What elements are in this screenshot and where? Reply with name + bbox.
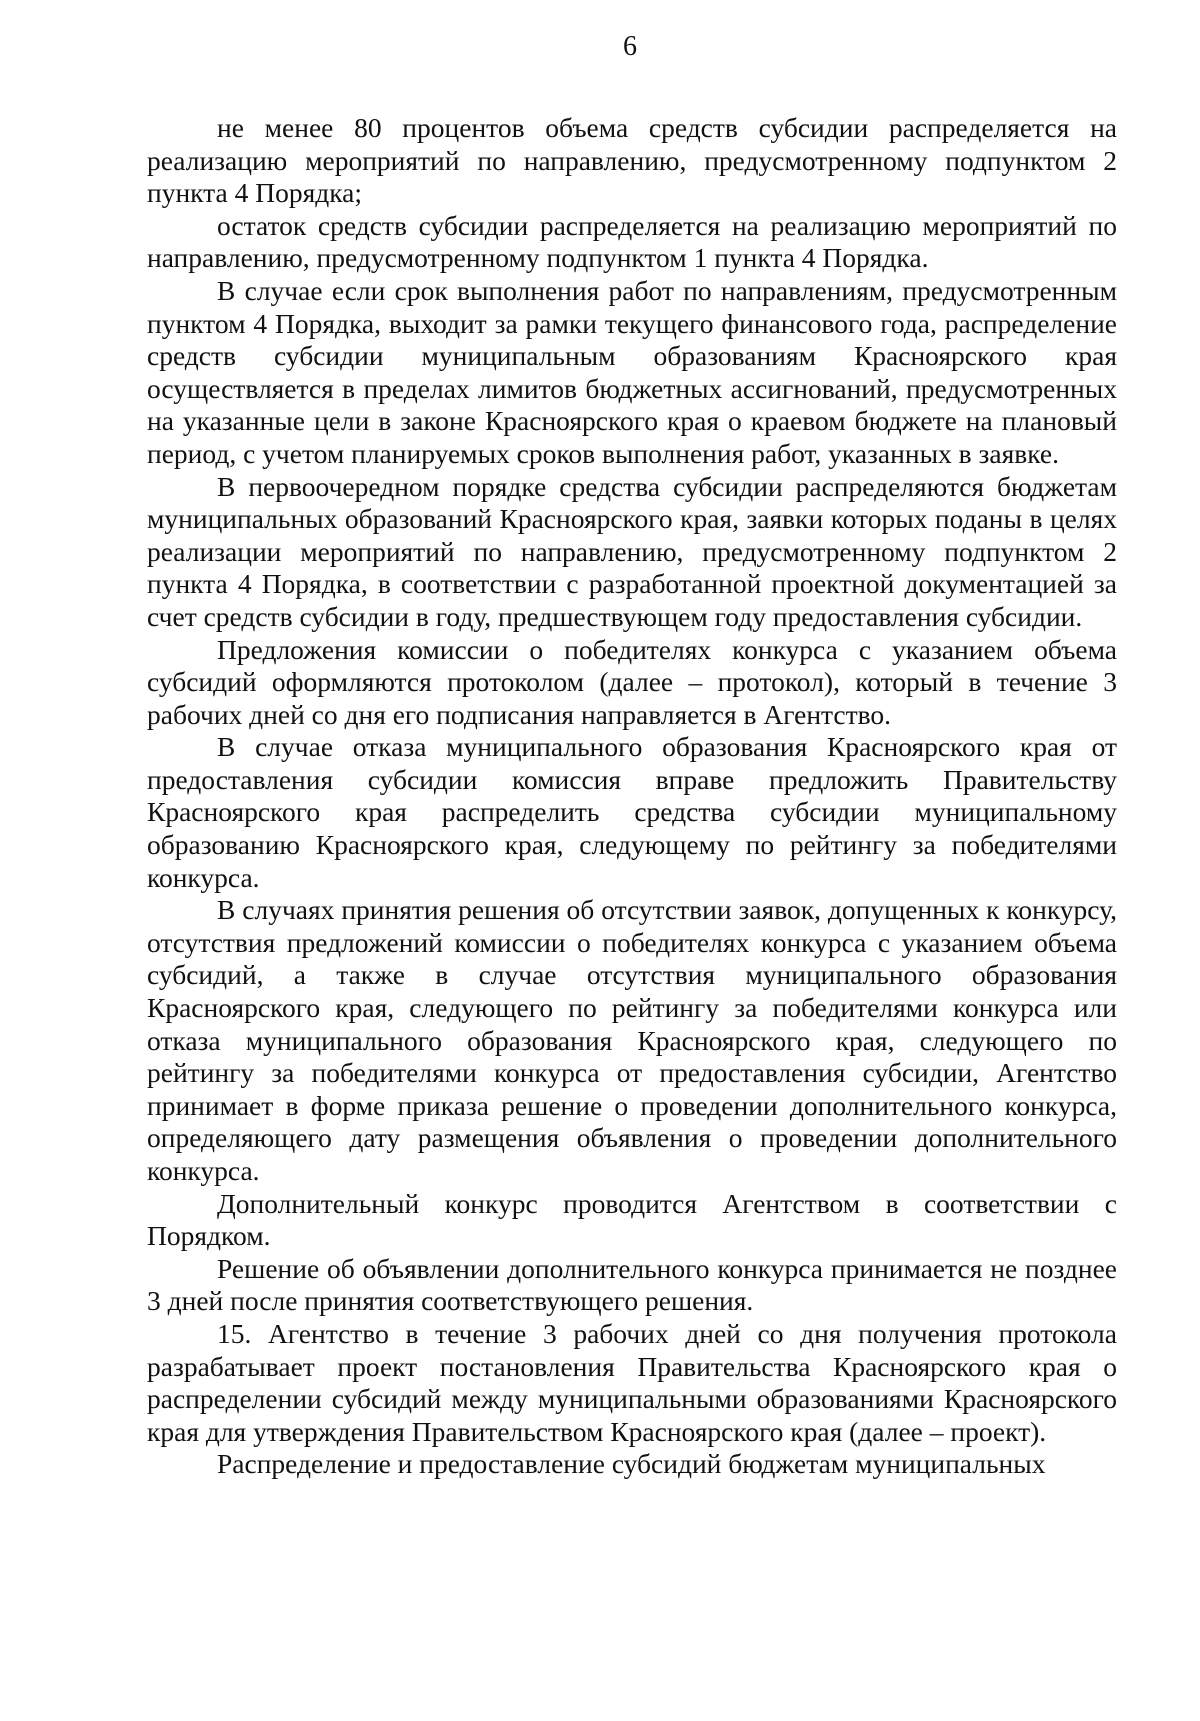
paragraph: остаток средств субсидии распределяется на реализацию мероприятий по направлению, предусмотренному подпунктом 1 пункта 4 Порядка. (147, 209, 1117, 274)
document-body (147, 112, 1117, 1481)
paragraph: В случае отказа муниципального образования Красноярского края от предоставления субсидии комиссия вправе предложить Правительству Красноярского края распределить средства субсидии муниципальному образованию Красноярского края, следующему по рейтингу за победителями конкурса. (147, 731, 1117, 893)
paragraph: 15. Агентство в течение 3 рабочих дней со дня получения протокола разрабатывает проект постановления Правительства Красноярского края о распределении субсидий между муниципальными образованиями Красноярского края для утверждения Правительством Красноярского края (далее – проект). (147, 1317, 1117, 1447)
paragraph: В случаях принятия решения об отсутствии заявок, допущенных к конкурсу, отсутствия предложений комиссии о победителях конкурса с указанием объема субсидий, а также в случае отсутствия муниципального образования Красноярского края, следующего по рейтингу за победителями конкурса или отказа муниципального образования Красноярского края, следующего по рейтингу за победителями конкурса от предоставления субсидии, Агентство принимает в форме приказа решение о проведении дополнительного конкурса, определяющего дату размещения объявления о проведении дополнительного конкурса. (147, 894, 1117, 1186)
paragraph: Дополнительный конкурс проводится Агентством в соответствии с Порядком. (147, 1187, 1117, 1252)
page-number: 6 (623, 31, 637, 62)
paragraph: В случае если срок выполнения работ по направлениям, предусмотренным пунктом 4 Порядка, выходит за рамки текущего финансового года, распределение средств субсидии муниципальным образованиям Красноярского края осуществляется в пределах лимитов бюджетных ассигнований, предусмотренных на указанные цели в законе Красноярского края о краевом бюджете на плановый период, с учетом планируемых сроков выполнения работ, указанных в заявке. (147, 274, 1117, 469)
paragraph: не менее 80 процентов объема средств субсидии распределяется на реализацию мероприятий по направлению, предусмотренному подпунктом 2 пункта 4 Порядка; (147, 112, 1117, 209)
paragraph: Распределение и предоставление субсидий бюджетам муниципальных (217, 1448, 1046, 1480)
paragraph: В первоочередном порядке средства субсидии распределяются бюджетам муниципальных образований Красноярского края, заявки которых поданы в целях реализации мероприятий по направлению, предусмотренному подпунктом 2 пункта 4 Порядка, в соответствии с разработанной проектной документацией за счет средств субсидии в году, предшествующем году предоставления субсидии. (147, 470, 1117, 632)
paragraph: Решение об объявлении дополнительного конкурса принимается не позднее 3 дней после принятия соответствующего решения. (147, 1252, 1117, 1317)
paragraph: Предложения комиссии о победителях конкурса с указанием объема субсидий оформляются протоколом (далее – протокол), который в течение 3 рабочих дней со дня его подписания направляется в Агентство. (147, 633, 1117, 730)
